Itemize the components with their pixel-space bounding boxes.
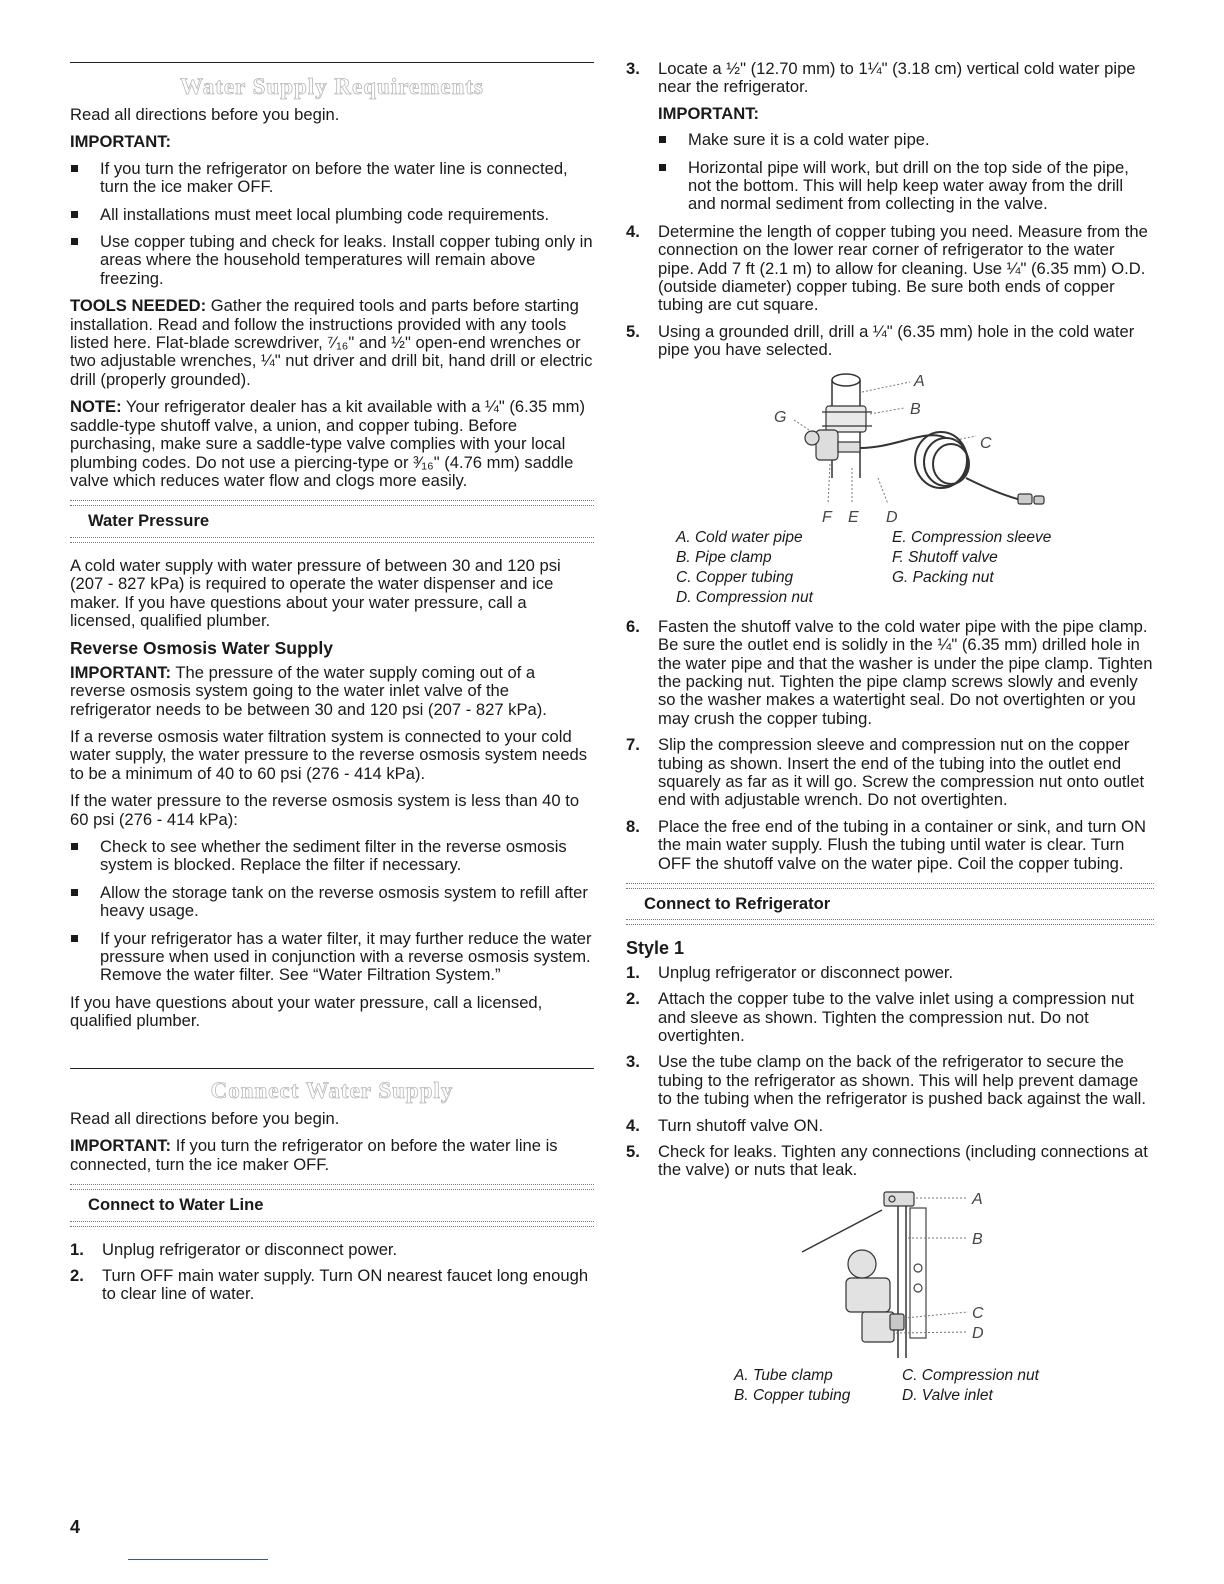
step-number: 2.: [626, 989, 640, 1009]
pipe-clamp: [822, 406, 872, 432]
footer-rule: [128, 1559, 268, 1560]
list-item: Allow the storage tank on the reverse osmosis system to refill after heavy usage.: [70, 884, 594, 921]
ro-paragraph: If a reverse osmosis water filtration system is connected to your cold water supply, the water pressure to the reverse osmosis system needs to be a minimum of 40 to 60 psi (276 - 414 kPa).: [70, 726, 588, 783]
list-item: [626, 223, 1154, 315]
important-label: IMPORTANT:: [70, 132, 172, 152]
subhead-label: Water Pressure: [88, 511, 210, 531]
step-number: 4.: [626, 1115, 640, 1135]
compression-fittings: [1018, 494, 1044, 504]
fig2-label-d: D: [972, 1324, 984, 1342]
ro-list: [70, 838, 594, 985]
step-text: Check for leaks. Tighten any connections (including connections at the valve) or nuts that leak.: [658, 1142, 1148, 1180]
list-item: [626, 1143, 1154, 1180]
list-item: Use copper tubing and check for leaks. Install copper tubing only in areas where the household temperatures will remain above freezing.: [70, 233, 594, 288]
legend-item: F. Shutoff valve: [892, 548, 998, 566]
dotted-rule: [70, 1221, 594, 1227]
list-item: If you turn the refrigerator on before the water line is connected, turn the ice maker OFF.: [70, 160, 594, 197]
legend-item: D. Valve inlet: [902, 1386, 993, 1404]
list-item: [626, 1117, 1154, 1135]
top-rule: [70, 62, 594, 63]
subhead-water-pressure: [70, 500, 594, 542]
list-item: Make sure it is a cold water pipe.: [658, 131, 1154, 149]
legend-item: E. Compression sleeve: [892, 528, 1052, 546]
refrigerator-connection-diagram: [626, 1188, 1154, 1366]
step-number: 5.: [626, 321, 640, 341]
fig1-label-f: F: [822, 508, 832, 526]
legend-item: C. Compression nut: [902, 1366, 1039, 1384]
ro-important: [70, 664, 594, 719]
step-number: 7.: [626, 735, 640, 755]
tools-label: TOOLS NEEDED:: [70, 296, 207, 316]
s2-important-text: If you turn the refrigerator on before the water line is connected, turn the ice maker OFF.: [70, 1136, 558, 1174]
dotted-rule: [626, 919, 1154, 925]
list-item: If your refrigerator has a water filter, it may further reduce the water pressure when used in conjunction with a reverse osmosis system. Remove the water filter. See “Water Filtration System.”: [70, 930, 594, 985]
fig1-legend: [676, 528, 1154, 608]
step-number: 6.: [626, 616, 640, 636]
step-text: Fasten the shutoff valve to the cold water pipe with the pipe clamp. Be sure the outlet end is solidly in the ¼" (6.35 mm) drilled hole in the water pipe and that the washer is under the pipe clamp. Tighten the packing nut. Tighten the pipe clamp screws slowly and evenly so the washer makes a watertight seal. Do not overtighten or you may crush the copper tubing.: [658, 616, 1153, 728]
tools-needed: [70, 297, 594, 389]
ro-paragraph: If the water pressure to the reverse osmosis system is less than 40 to 60 psi (276 - 414 kPa):: [70, 791, 580, 829]
step-number: 1.: [626, 962, 640, 982]
ro-important-text: The pressure of the water supply coming out of a reverse osmosis system going to the water inlet valve of the refrigerator needs to be between 30 and 120 psi (207 - 827 kPa).: [70, 662, 547, 719]
step-text: Unplug refrigerator or disconnect power.: [102, 1239, 398, 1259]
dotted-rule: [70, 537, 594, 543]
style1-steps: [626, 964, 1154, 1180]
s2-important-label: IMPORTANT:: [70, 1136, 172, 1156]
step-text: Determine the length of copper tubing you need. Measure from the connection on the lower rear corner of refrigerator to the water pipe. Add 7 ft (2.1 m) to allow for cleaning. Use ¼" (6.35 mm) O.D. (outside diameter) copper tubing. Be sure both ends of copper tubing are cut square.: [658, 221, 1148, 315]
legend-item: B. Pipe clamp: [676, 548, 772, 566]
fig1-label-b: B: [910, 400, 921, 418]
s2-important: [70, 1137, 594, 1174]
intro-text: Read all directions before you begin.: [70, 1109, 340, 1128]
list-item: [626, 818, 1154, 873]
leader-lines: [896, 1198, 968, 1333]
refrigerator-back-panel: [910, 1208, 926, 1338]
pipe-bullets: [658, 131, 1154, 214]
fig2-label-c: C: [972, 1304, 984, 1322]
legend-item: B. Copper tubing: [734, 1386, 851, 1404]
list-item: Horizontal pipe will work, but drill on the top side of the pipe, not the bottom. This will help keep water away from the drill and normal sediment from collecting in the valve.: [658, 159, 1154, 214]
copper-tubing-coil: [860, 432, 1021, 500]
list-item: [626, 618, 1154, 728]
ro-heading: Reverse Osmosis Water Supply: [70, 638, 333, 659]
requirements-list: [70, 160, 594, 288]
section-rule: [70, 1068, 594, 1069]
right-column: [626, 60, 1154, 1416]
list-item: [626, 1053, 1154, 1108]
legend-item: A. Cold water pipe: [676, 528, 803, 546]
step-number: 2.: [70, 1266, 84, 1286]
water-pressure-text: A cold water supply with water pressure of between 30 and 120 psi (207 - 827 kPa) is required to operate the water dispenser and ice maker. If you have questions about your water pressure, call a licensed, qualified plumber.: [70, 555, 561, 630]
list-item: All installations must meet local plumbing code requirements.: [70, 206, 594, 224]
list-item: [70, 1267, 594, 1304]
list-item: Check to see whether the sediment filter in the reverse osmosis system is blocked. Replace the filter if necessary.: [70, 838, 594, 875]
list-item: [626, 736, 1154, 810]
tools-text: Gather the required tools and parts before starting installation. Read and follow the instructions provided with any tools listed here. Flat-blade screwdriver, ⁷⁄₁₆" and ½" open-end wrenches or two adjustable wrenches, ¼" nut driver and drill bit, hand drill or electric drill (properly grounded).: [70, 296, 593, 389]
left-column-lower: [70, 1078, 594, 1312]
step-text: Place the free end of the tubing in a container or sink, and turn ON the main water supply. Flush the tubing until water is clear. Turn OFF the shutoff valve on the water pipe. Coil the copper tubing.: [658, 816, 1146, 873]
legend-item: C. Copper tubing: [676, 568, 794, 586]
style-1-heading: Style 1: [626, 938, 685, 959]
left-column: [70, 74, 594, 1040]
subhead-connect-refrigerator: [626, 883, 1154, 925]
legend-item: G. Packing nut: [892, 568, 994, 586]
step-text: Turn OFF main water supply. Turn ON nearest faucet long enough to clear line of water.: [102, 1266, 589, 1304]
section-title-water-supply-requirements: Water Supply Requirements: [179, 74, 484, 99]
note: [70, 398, 594, 490]
step-number: 1.: [70, 1239, 84, 1259]
step-number: 3.: [626, 59, 640, 78]
steps-b: [626, 223, 1154, 360]
fig1-label-e: E: [848, 508, 859, 526]
step-text: Locate a ½" (12.70 mm) to 1¼" (3.18 cm) vertical cold water pipe near the refrigerator.: [658, 59, 1136, 97]
page-number: 4: [70, 1517, 81, 1537]
step-number: 5.: [626, 1142, 640, 1162]
shutoff-valve-diagram: [626, 368, 1154, 528]
intro-text: Read all directions before you begin.: [70, 105, 340, 124]
list-item: [626, 323, 1154, 360]
step-text: Slip the compression sleeve and compression nut on the copper tubing as shown. Insert the end of the tubing into the outlet end squarely as far as it will go. Screw the compression nut onto outlet end with adjustable wrench. Do not overtighten.: [658, 735, 1145, 810]
step-number: 8.: [626, 816, 640, 836]
fig1-label-d: D: [886, 508, 898, 526]
subhead-label: Connect to Refrigerator: [644, 893, 831, 913]
step-number: 4.: [626, 221, 640, 241]
note-label: NOTE:: [70, 397, 122, 417]
step-text: Unplug refrigerator or disconnect power.: [658, 962, 954, 982]
step-text: Attach the copper tube to the valve inlet using a compression nut and sleeve as shown. Tighten the compression nut. Do not overtighten.: [658, 989, 1134, 1045]
tube-clamp: [884, 1192, 914, 1206]
step-text: Turn shutoff valve ON.: [658, 1115, 824, 1135]
legend-item: A. Tube clamp: [734, 1366, 833, 1384]
important-label: IMPORTANT:: [658, 103, 760, 123]
step-text: Using a grounded drill, drill a ¼" (6.35 mm) hole in the cold water pipe you have selected.: [658, 321, 1135, 360]
compression-nut: [890, 1314, 904, 1330]
step-number: 3.: [626, 1052, 640, 1072]
fig1-label-g: G: [774, 408, 787, 426]
list-item: [626, 60, 1154, 97]
subhead-label: Connect to Water Line: [88, 1195, 264, 1215]
fig1-label-a: A: [914, 372, 925, 390]
legend-item: D. Compression nut: [676, 588, 813, 606]
ro-important-label: IMPORTANT:: [70, 662, 172, 682]
ro-paragraph: If you have questions about your water pressure, call a licensed, qualified plumber.: [70, 992, 543, 1031]
note-text: Your refrigerator dealer has a kit available with a ¼" (6.35 mm) saddle-type shutoff valve, a union, and copper tubing. Before purchasing, make sure a saddle-type valve complies with your local plumbing codes. Do not use a piercing-type or ³⁄₁₆" (4.76 mm) saddle valve which reduces water flow and clogs more easily.: [70, 397, 585, 490]
connect-line-steps: [70, 1241, 594, 1304]
list-item: [626, 990, 1154, 1045]
shutoff-valve: [805, 430, 860, 460]
fig2-label-a: A: [972, 1190, 983, 1208]
fig2-label-b: B: [972, 1230, 983, 1248]
subhead-connect-water-line: [70, 1184, 594, 1226]
valve-inlet: [846, 1250, 894, 1342]
steps-a: [626, 60, 1154, 97]
list-item: [626, 964, 1154, 982]
section-title-connect-water-supply: Connect Water Supply: [210, 1078, 454, 1103]
fig2-legend: [734, 1366, 1154, 1406]
fig1-label-c: C: [980, 434, 992, 452]
step-text: Use the tube clamp on the back of the refrigerator to secure the tubing to the refrigerator as shown. This will help prevent damage to the tubing when the refrigerator is pushed back against the wall.: [658, 1052, 1146, 1109]
list-item: [70, 1241, 594, 1259]
steps-c: [626, 618, 1154, 873]
